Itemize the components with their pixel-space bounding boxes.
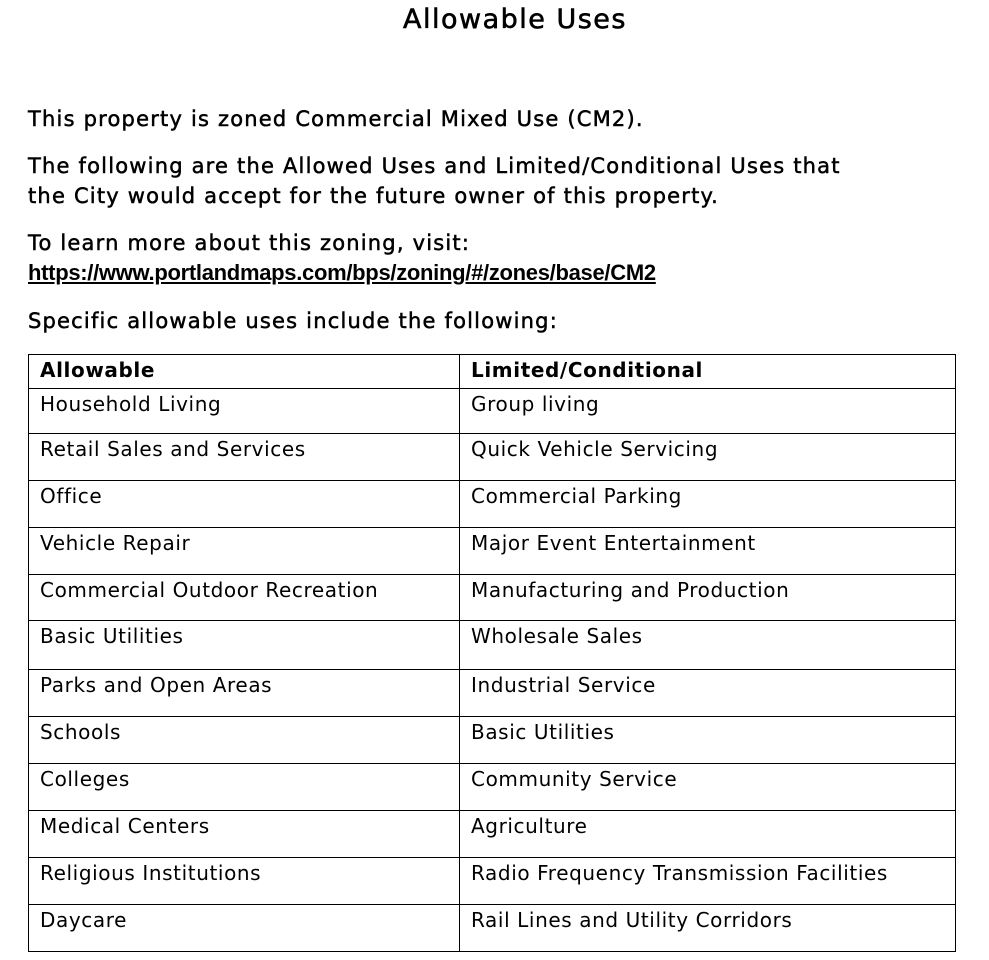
allowable-use-cell: Colleges: [29, 764, 460, 811]
table-row: [29, 905, 956, 952]
limited-conditional-use-cell: Radio Frequency Transmission Facilities: [460, 858, 956, 905]
table-row: [29, 811, 956, 858]
limited-conditional-use-cell: Manufacturing and Production: [460, 575, 956, 621]
allowable-use-cell: Daycare: [29, 905, 460, 952]
allowable-use-cell: Household Living: [29, 389, 460, 434]
allowable-use-cell: Schools: [29, 717, 460, 764]
learn-more-text: To learn more about this zoning, visit:: [28, 231, 471, 255]
limited-conditional-use-cell: Basic Utilities: [460, 717, 956, 764]
zoning-link[interactable]: https://www.portlandmaps.com/bps/zoning/#/zones/base/CM2: [28, 260, 656, 285]
limited-conditional-use-cell: Commercial Parking: [460, 481, 956, 528]
allowable-use-cell: Commercial Outdoor Recreation: [29, 575, 460, 621]
table-row: [29, 670, 956, 717]
table-row: [29, 481, 956, 528]
page-title: Allowable Uses: [403, 4, 627, 35]
table-header-row: [29, 355, 956, 389]
limited-conditional-use-cell: Major Event Entertainment: [460, 528, 956, 575]
limited-conditional-use-cell: Wholesale Sales: [460, 621, 956, 670]
table-row: [29, 434, 956, 481]
allowable-uses-table: [28, 354, 956, 952]
uses-intro-line-1: The following are the Allowed Uses and Limited/Conditional Uses that: [28, 154, 841, 178]
zoning-statement: This property is zoned Commercial Mixed Use (CM2).: [28, 107, 644, 131]
specific-uses-intro: Specific allowable uses include the following:: [28, 309, 558, 333]
table-body: [29, 389, 956, 952]
header-limited-conditional: Limited/Conditional: [460, 355, 956, 389]
limited-conditional-use-cell: Industrial Service: [460, 670, 956, 717]
table-row: [29, 389, 956, 434]
table-row: [29, 764, 956, 811]
table-row: [29, 717, 956, 764]
table-row: [29, 621, 956, 670]
allowable-use-cell: Medical Centers: [29, 811, 460, 858]
allowable-use-cell: Religious Institutions: [29, 858, 460, 905]
table-row: [29, 575, 956, 621]
allowable-use-cell: Retail Sales and Services: [29, 434, 460, 481]
header-allowable: Allowable: [29, 355, 460, 389]
allowable-use-cell: Parks and Open Areas: [29, 670, 460, 717]
allowable-use-cell: Vehicle Repair: [29, 528, 460, 575]
uses-intro: [28, 151, 841, 211]
limited-conditional-use-cell: Agriculture: [460, 811, 956, 858]
limited-conditional-use-cell: Community Service: [460, 764, 956, 811]
limited-conditional-use-cell: Rail Lines and Utility Corridors: [460, 905, 956, 952]
limited-conditional-use-cell: Quick Vehicle Servicing: [460, 434, 956, 481]
allowable-use-cell: Basic Utilities: [29, 621, 460, 670]
table-row: [29, 858, 956, 905]
allowable-use-cell: Office: [29, 481, 460, 528]
uses-intro-line-2: the City would accept for the future owner of this property.: [28, 184, 720, 208]
limited-conditional-use-cell: Group living: [460, 389, 956, 434]
table-row: [29, 528, 956, 575]
